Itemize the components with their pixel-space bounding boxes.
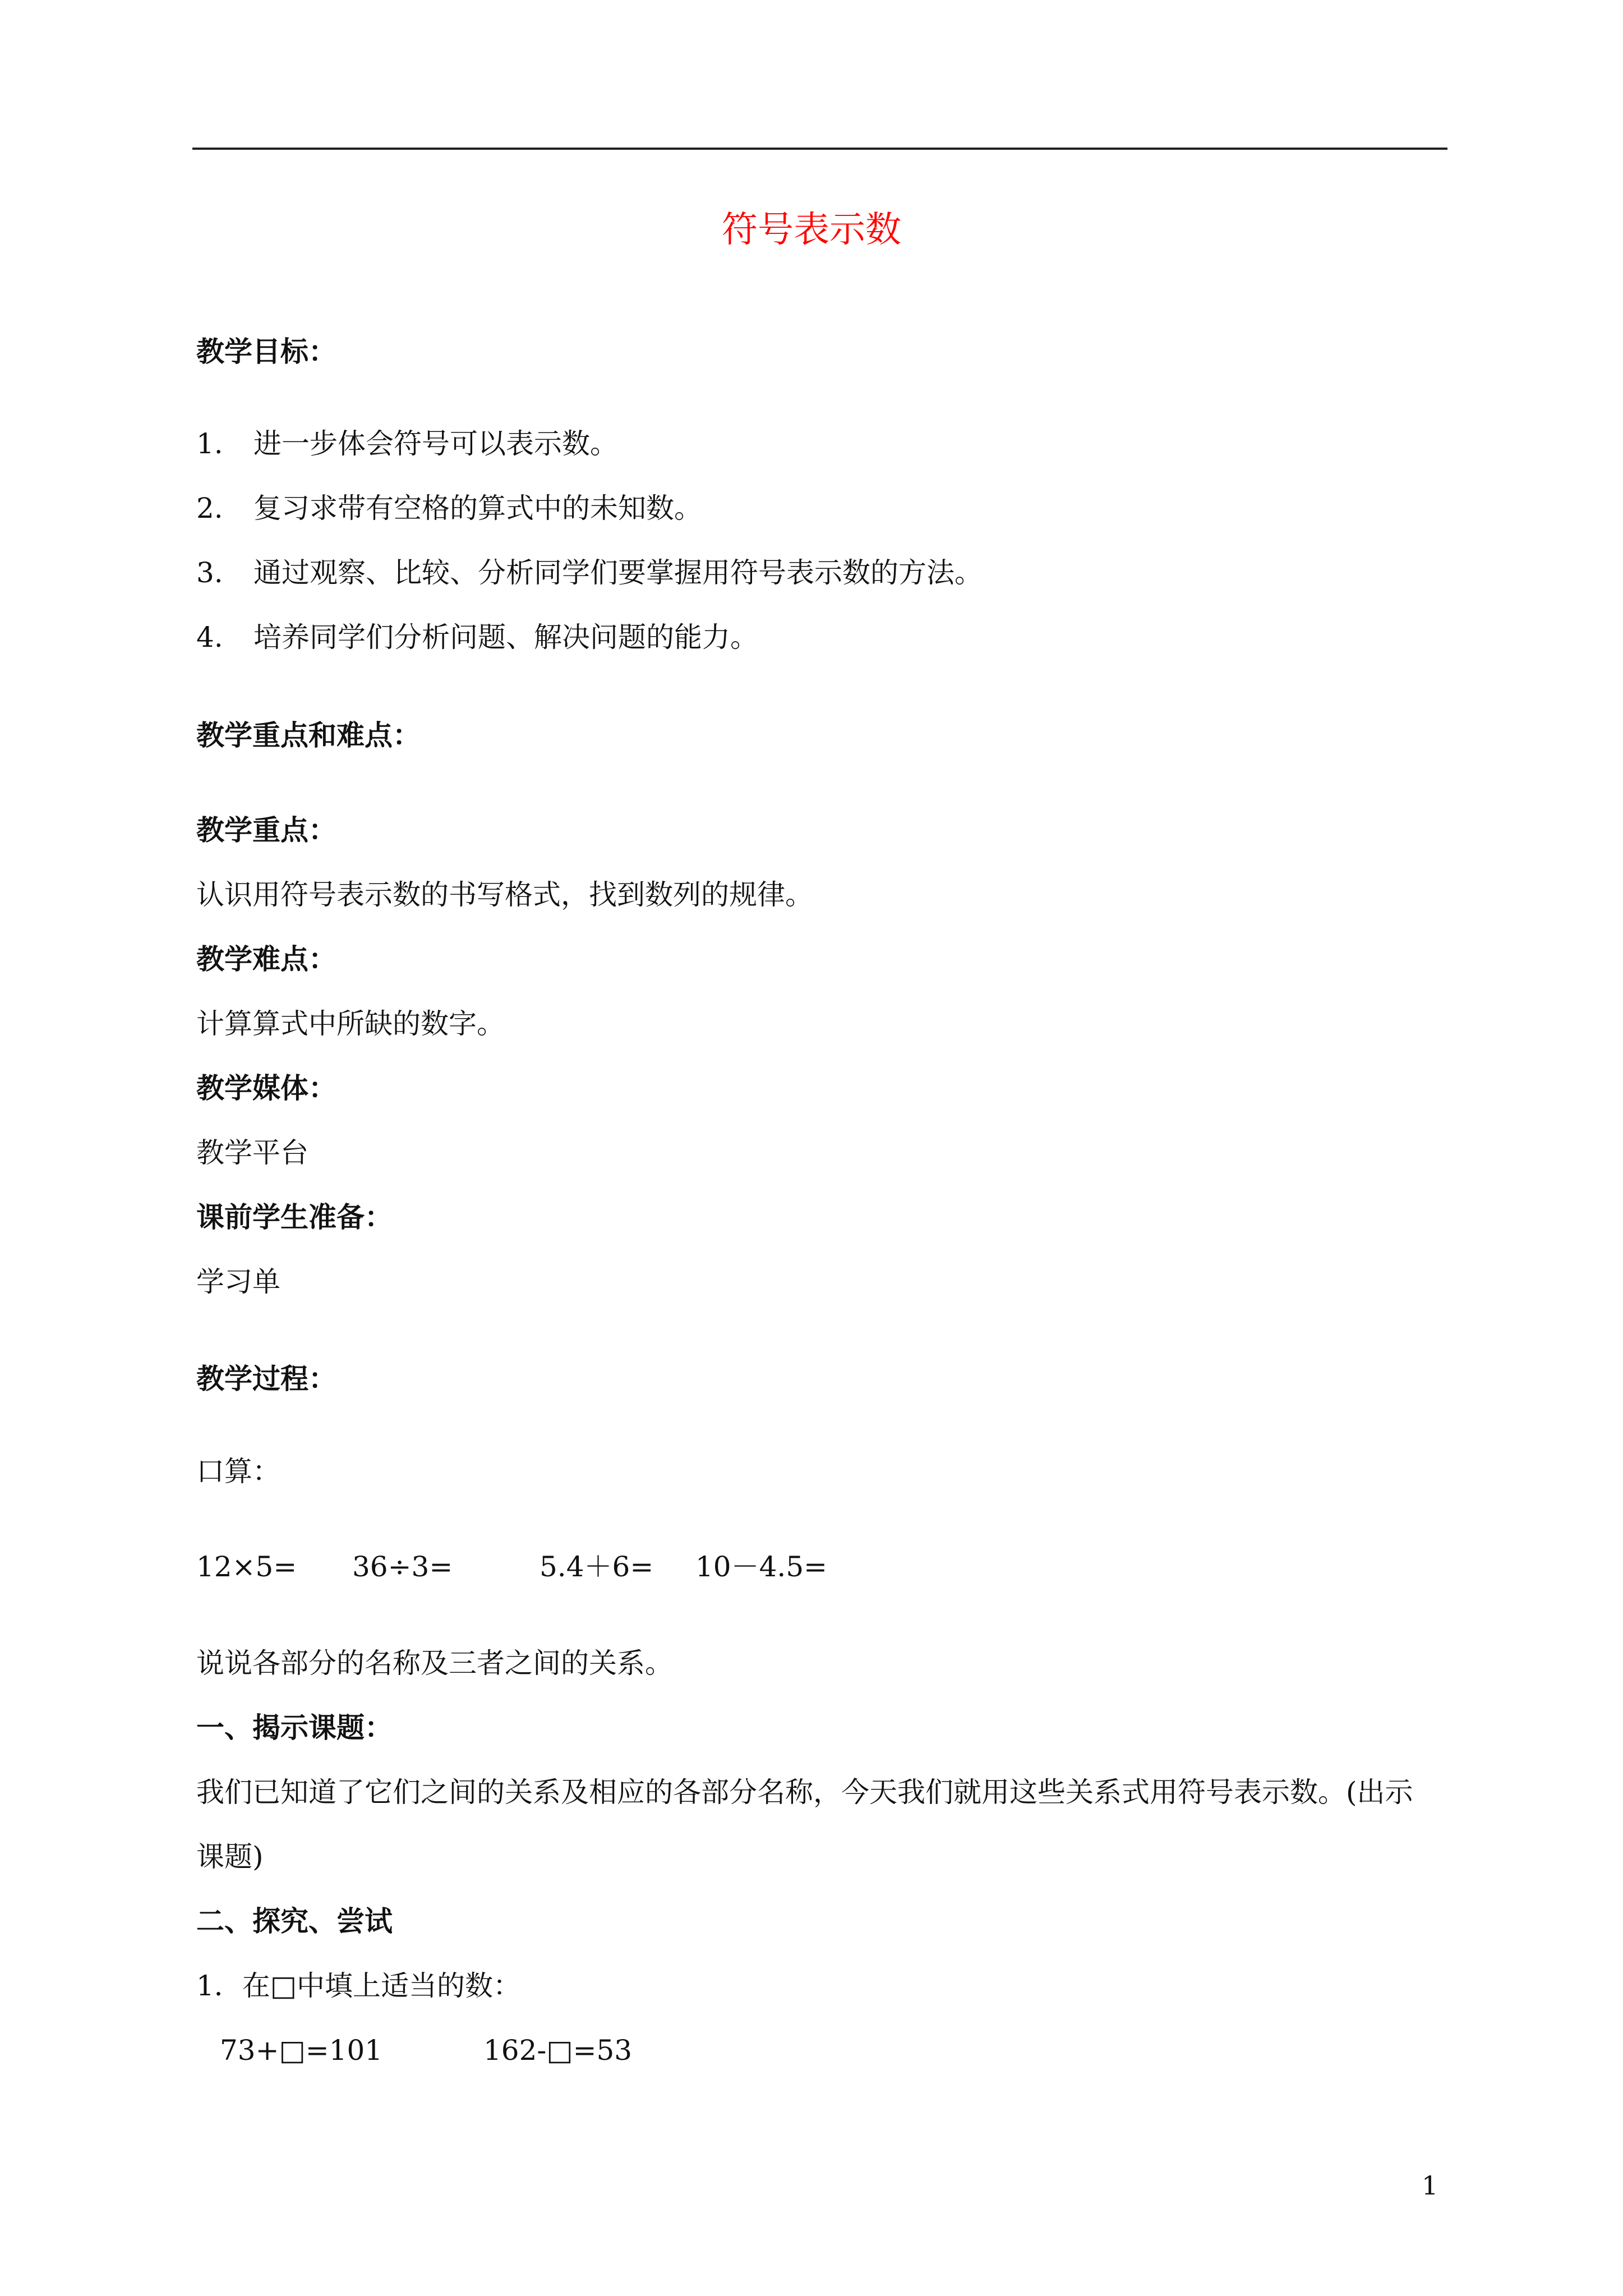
section1-heading: 一、揭示课题： [196,1711,393,1744]
prep-text: 学习单 [196,1266,280,1298]
goal-number: 3. [196,556,223,589]
goal-number: 4. [196,621,223,654]
goal-text: 培养同学们分析问题、解决问题的能力。 [253,621,758,654]
oral-problem: 12×5= [196,1550,297,1583]
media-text: 教学平台 [196,1137,308,1169]
goals-heading: 教学目标： [196,335,336,368]
header-rule [192,148,1447,150]
goal-number: 1. [196,427,223,460]
section1-text: 课题) [196,1841,264,1873]
goal-text: 进一步体会符号可以表示数。 [253,427,618,460]
prep-heading: 课前学生准备： [196,1201,393,1234]
section1-text: 我们已知道了它们之间的关系及相应的各部分名称，今天我们就用这些关系式用符号表示数。(出示 [196,1776,1413,1809]
oral-problem: 10－4.5= [695,1550,828,1583]
page-number: 1 [1422,2170,1438,2201]
page-title: 符号表示数 [722,209,901,251]
focus-heading: 教学重点和难点： [196,719,421,752]
key-point-heading: 教学重点： [196,814,336,846]
difficulty-heading: 教学难点： [196,943,336,976]
fill-blank-problem: 73+□=101 [220,2034,383,2067]
oral-label: 口算： [196,1455,280,1488]
media-heading: 教学媒体： [196,1072,336,1105]
relation-text: 说说各部分的名称及三者之间的关系。 [196,1647,673,1680]
fill-blank-problem: 162-□=53 [483,2034,633,2067]
goal-number: 2. [196,492,223,524]
oral-problem: 36÷3= [352,1550,453,1583]
task1-text: 1．在□中填上适当的数： [196,1970,522,2002]
oral-problem: 5.4＋6= [540,1550,654,1583]
goal-text: 复习求带有空格的算式中的未知数。 [253,492,702,524]
goal-text: 通过观察、比较、分析同学们要掌握用符号表示数的方法。 [253,556,983,589]
difficulty-text: 计算算式中所缺的数字。 [196,1007,505,1040]
key-point-text: 认识用符号表示数的书写格式，找到数列的规律。 [196,878,813,911]
section2-heading: 二、探究、尝试 [196,1905,393,1938]
process-heading: 教学过程： [196,1363,336,1395]
